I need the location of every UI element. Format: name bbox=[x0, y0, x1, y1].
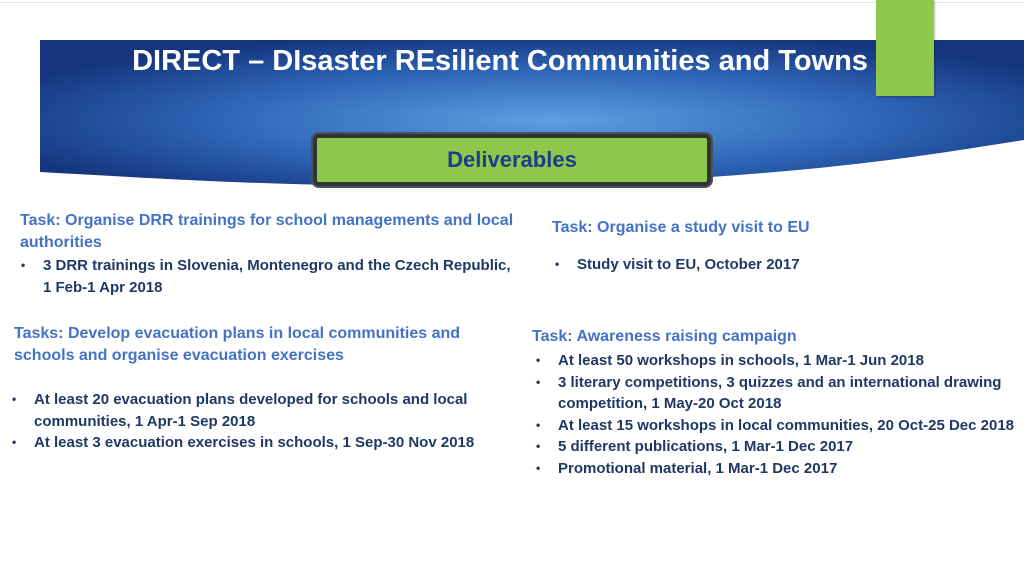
subtitle-text: Deliverables bbox=[447, 147, 577, 172]
list-item: • 3 DRR trainings in Slovenia, Montenegro and the Czech Republic, 1 Feb-1 Apr 2018 bbox=[19, 255, 519, 298]
list-item: • At least 3 evacuation exercises in schools, 1 Sep-30 Nov 2018 bbox=[10, 432, 520, 454]
task-heading-study-visit: Task: Organise a study visit to EU bbox=[552, 219, 810, 236]
list-item: • At least 50 workshops in schools, 1 Mar-1 Jun 2018 bbox=[534, 350, 1014, 372]
slide-title: DIRECT – DIsaster REsilient Communities and Towns bbox=[132, 45, 868, 77]
list-item: • Promotional material, 1 Mar-1 Dec 2017 bbox=[534, 458, 1014, 480]
list-item: • At least 15 workshops in local communities, 20 Oct-25 Dec 2018 bbox=[534, 415, 1014, 437]
bullet-list-study-visit bbox=[553, 254, 993, 276]
bullet-list-awareness bbox=[534, 350, 1014, 479]
task-heading-evacuation: Tasks: Develop evacuation plans in local communities and schools and organise evacuation exercises bbox=[14, 325, 461, 364]
bullet-list-drr-trainings bbox=[19, 255, 519, 298]
accent-tab bbox=[876, 0, 934, 96]
list-item: • 3 literary competitions, 3 quizzes and an international drawing competition, 1 May-20 Oct 2018 bbox=[534, 372, 1014, 415]
task-heading-awareness: Task: Awareness raising campaign bbox=[532, 328, 797, 345]
list-item: • Study visit to EU, October 2017 bbox=[553, 254, 993, 276]
list-item: • At least 20 evacuation plans developed for schools and local communities, 1 Apr-1 Sep 2018 bbox=[10, 389, 520, 432]
task-heading-drr-trainings: Task: Organise DRR trainings for school managements and local authorities bbox=[20, 212, 514, 251]
bullet-list-evacuation bbox=[10, 389, 520, 454]
deliverables-label bbox=[313, 134, 711, 186]
list-item: • 5 different publications, 1 Mar-1 Dec 2017 bbox=[534, 436, 1014, 458]
